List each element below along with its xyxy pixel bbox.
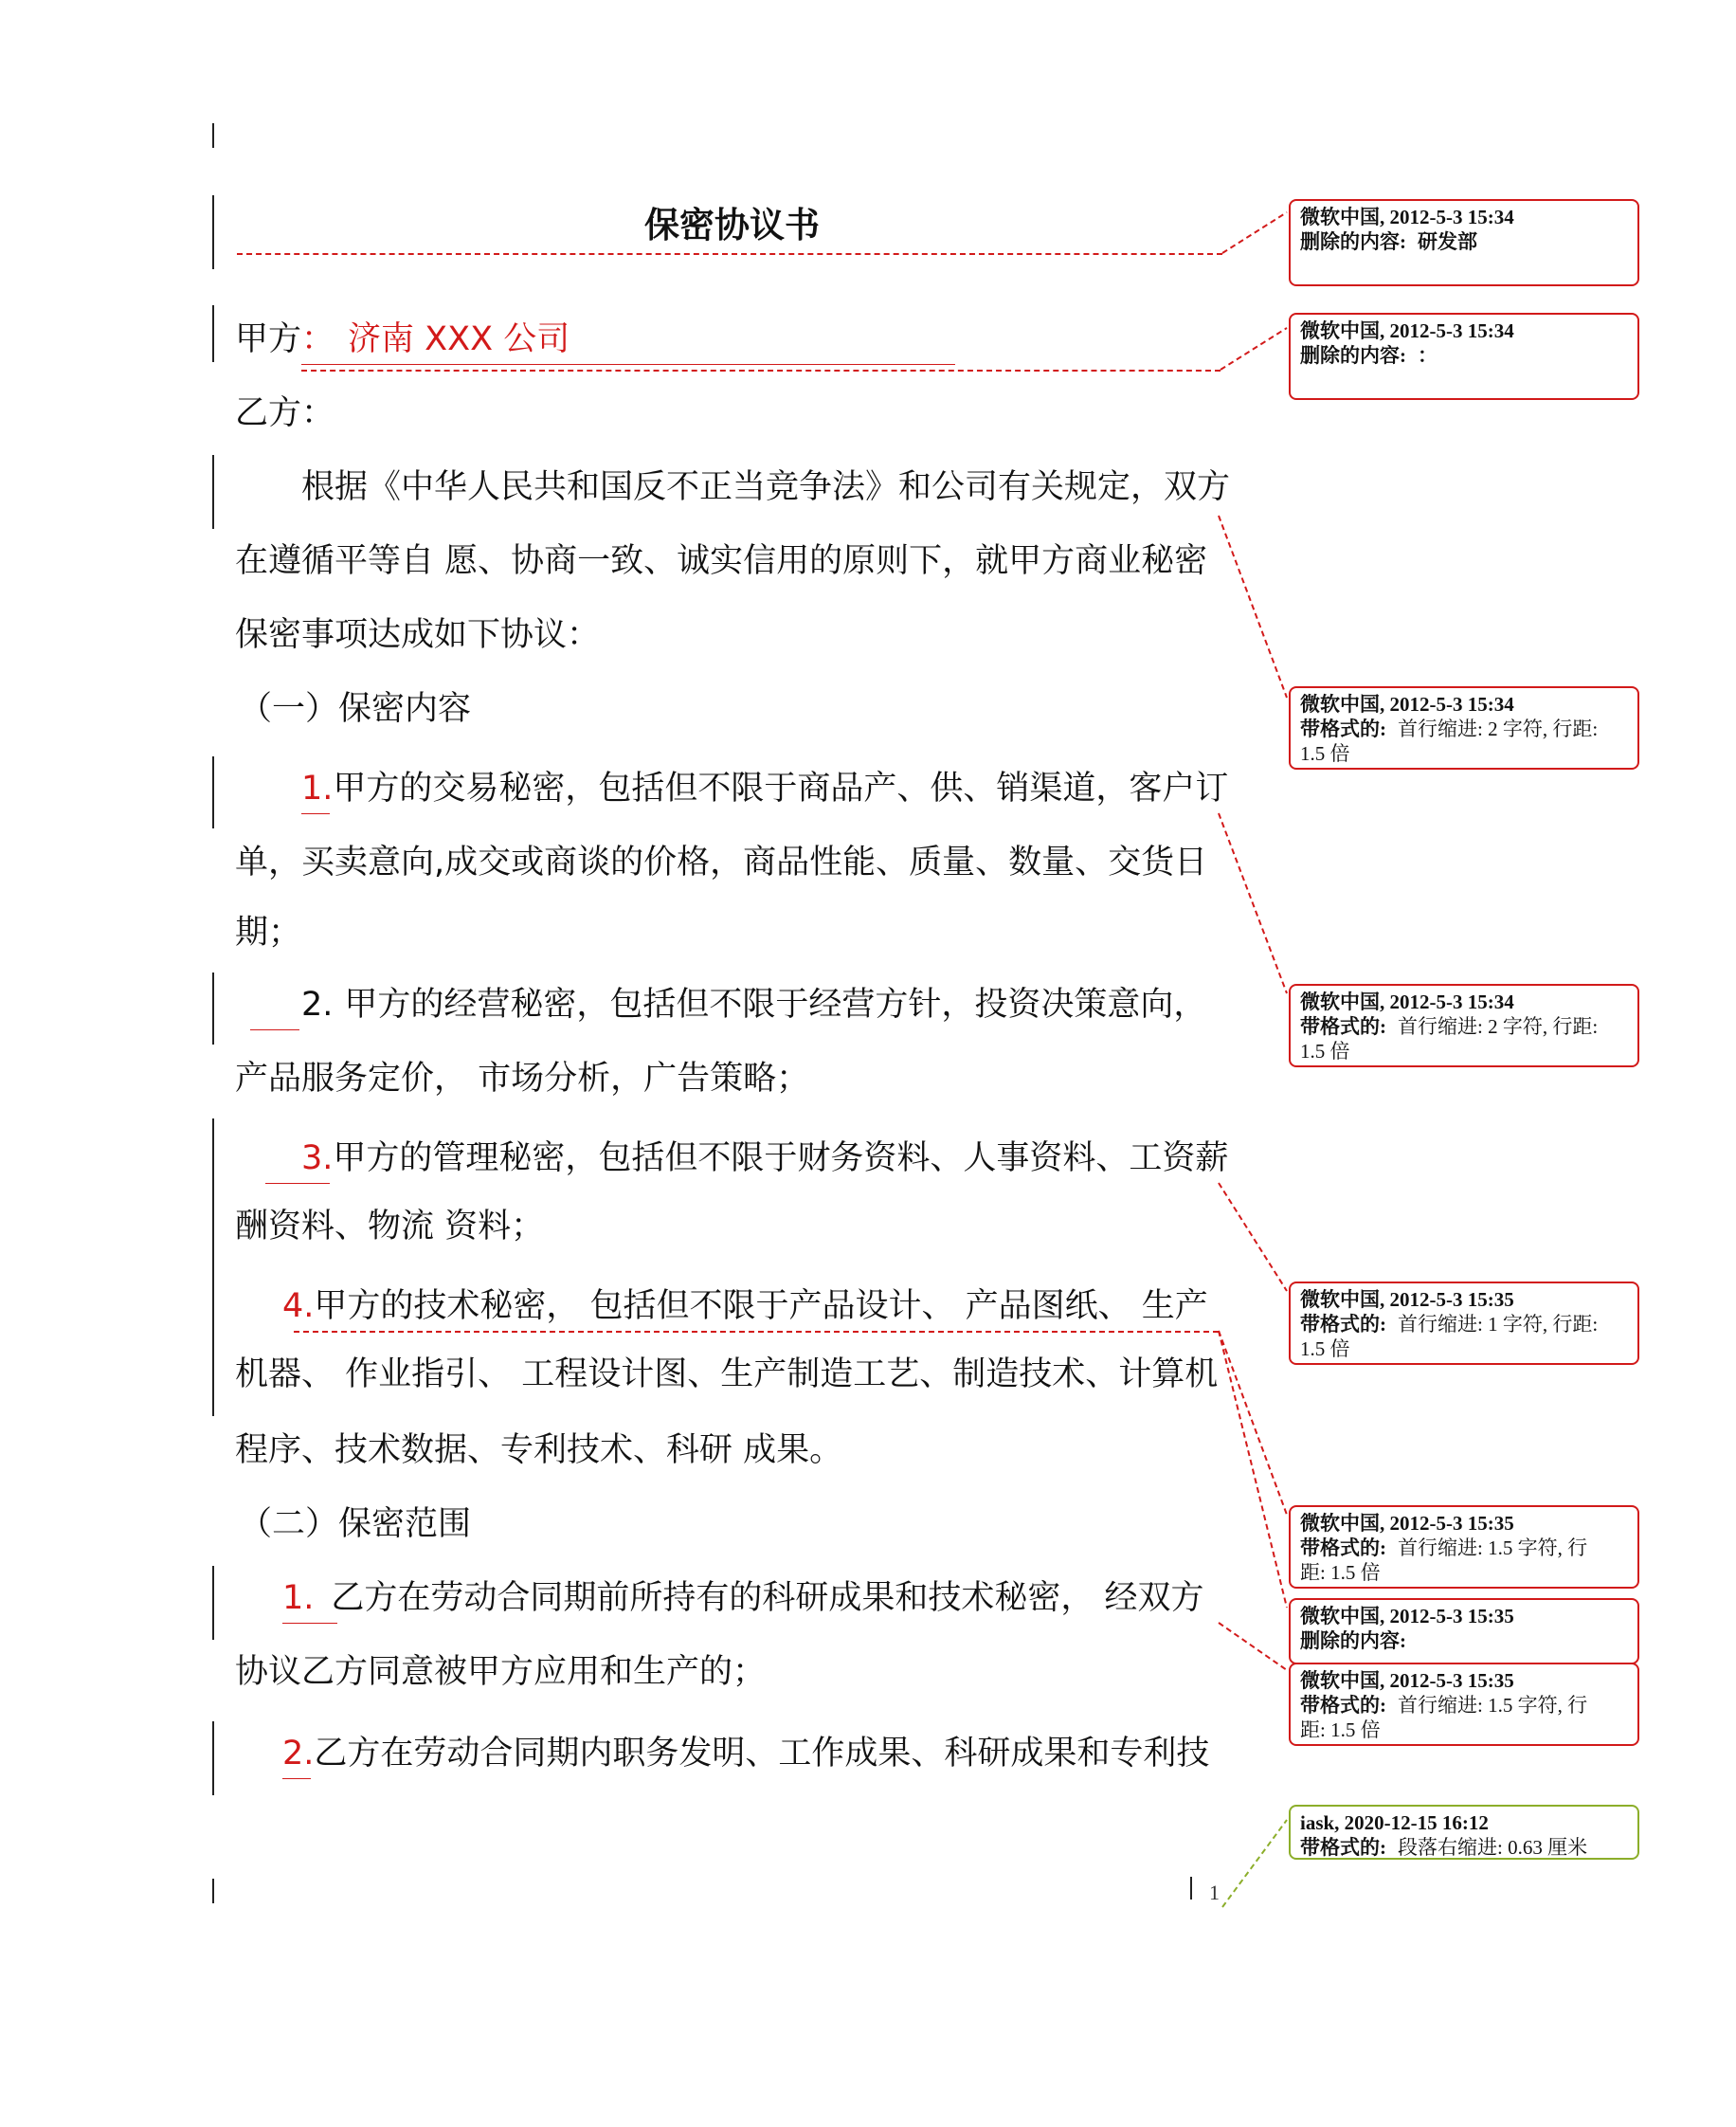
comment-label: 带格式的: (1300, 1313, 1386, 1336)
list-text: 甲方的管理秘密，包括但不限于财务资料、人事资料、工资薪 (333, 1139, 1229, 1177)
comment-balloon[interactable] (1289, 1282, 1639, 1365)
list-number: 4. (282, 1287, 315, 1325)
comment-value-cont: 距: 1.5 倍 (1300, 1561, 1381, 1584)
comment-value: 首行缩进: 1.5 字符, 行 (1398, 1694, 1588, 1717)
list-text: 乙方在劳动合同期前所持有的科研成果和技术秘密， 经双方 (331, 1579, 1204, 1617)
comment-label: 删除的内容: (1300, 1629, 1406, 1652)
list-number: 2. (301, 986, 334, 1024)
leader-line (1219, 1623, 1287, 1670)
comment-label: 带格式的: (1300, 718, 1386, 740)
document-title: 保密协议书 (644, 205, 820, 245)
comment-header: iask, 2020-12-15 16:12 (1300, 1811, 1489, 1834)
list-text: 甲方的经营秘密，包括但不限于经营方针，投资决策意向， (344, 986, 1207, 1024)
leader-line (1219, 1183, 1287, 1291)
section-heading: （二）保密范围 (239, 1505, 472, 1543)
comment-value: 首行缩进: 1.5 字符, 行 (1398, 1536, 1588, 1559)
comment-header: 微软中国, 2012-5-3 15:35 (1300, 1288, 1514, 1311)
comment-header: 微软中国, 2012-5-3 15:35 (1300, 1512, 1514, 1535)
comment-label: 带格式的: (1300, 1015, 1386, 1038)
comment-balloon[interactable] (1289, 199, 1639, 286)
party-a-colon: ： (301, 320, 335, 358)
comment-header: 微软中国, 2012-5-3 15:34 (1300, 319, 1514, 342)
list-text: 程序、技术数据、专利技术、科研 成果。 (235, 1431, 843, 1469)
section-heading: （一）保密内容 (239, 690, 472, 728)
comment-value: 研发部 (1418, 230, 1477, 253)
list-number: 2. (282, 1735, 315, 1772)
list-number: 1. (282, 1579, 315, 1617)
comment-header: 微软中国, 2012-5-3 15:34 (1300, 206, 1514, 228)
leader-line (1219, 516, 1287, 698)
party-b-line: 乙方： (235, 394, 335, 432)
leader-line (1221, 328, 1287, 370)
list-text: 乙方在劳动合同期内职务发明、工作成果、科研成果和专利技 (314, 1735, 1210, 1772)
comment-header: 微软中国, 2012-5-3 15:35 (1300, 1605, 1514, 1627)
list-number: 1. (301, 770, 334, 808)
comment-value-cont: 1.5 倍 (1300, 1337, 1350, 1360)
comment-value: 首行缩进: 1 字符, 行距: (1398, 1313, 1599, 1336)
list-text: 酬资料、物流 资料； (235, 1208, 545, 1245)
leader-line (1219, 813, 1287, 993)
comment-label: 带格式的: (1300, 1536, 1386, 1559)
comment-label: 带格式的: (1300, 1836, 1386, 1859)
intro-line: 在遵循平等自 愿、协商一致、诚实信用的原则下，就甲方商业秘密 (235, 542, 1208, 580)
leader-line (1222, 212, 1287, 253)
comment-balloon[interactable] (1289, 1805, 1639, 1860)
list-text: 机器、 作业指引、 工程设计图、生产制造工艺、制造技术、计算机 (235, 1355, 1219, 1393)
comment-header: 微软中国, 2012-5-3 15:34 (1300, 991, 1514, 1013)
intro-line: 根据《中华人民共和国反不正当竞争法》和公司有关规定，双方 (301, 468, 1231, 506)
leader-line (1219, 1331, 1287, 1515)
list-text: 甲方的交易秘密，包括但不限于商品产、供、销渠道，客户订 (333, 770, 1229, 808)
party-a-name: 济南 XXX 公司 (348, 320, 570, 358)
comment-value-cont: 1.5 倍 (1300, 742, 1350, 765)
intro-line: 保密事项达成如下协议： (235, 616, 601, 654)
comment-value: 段落右缩进: 0.63 厘米 (1398, 1836, 1588, 1859)
leader-line (1219, 1331, 1287, 1608)
comment-balloon[interactable] (1289, 313, 1639, 400)
party-a-label: 甲方 (235, 320, 302, 358)
list-text: 单，买卖意向,成交或商谈的价格，商品性能、质量、数量、交货日 (235, 844, 1208, 882)
comment-label: 删除的内容: (1300, 344, 1406, 367)
comment-value: 首行缩进: 2 字符, 行距: (1398, 718, 1599, 740)
comment-value: 首行缩进: 2 字符, 行距: (1398, 1015, 1599, 1038)
comment-balloon[interactable] (1289, 686, 1639, 770)
comment-header: 微软中国, 2012-5-3 15:35 (1300, 1669, 1514, 1692)
page-number: 1 (1209, 1881, 1220, 1904)
comment-label: 删除的内容: (1300, 230, 1406, 253)
list-text: 协议乙方同意被甲方应用和生产的； (235, 1653, 767, 1691)
leader-line (1222, 1820, 1287, 1907)
list-text: 产品服务定价， 市场分析，广告策略； (235, 1060, 810, 1098)
comment-value-cont: 1.5 倍 (1300, 1040, 1350, 1063)
comment-balloon[interactable] (1289, 984, 1639, 1067)
comment-label: 带格式的: (1300, 1694, 1386, 1717)
list-text: 期； (235, 914, 302, 952)
list-text: 甲方的技术秘密， 包括但不限于产品设计、 产品图纸、 生产 (314, 1287, 1208, 1325)
comment-value: ： (1418, 344, 1438, 367)
list-number: 3. (301, 1139, 334, 1177)
comment-value-cont: 距: 1.5 倍 (1300, 1718, 1381, 1741)
comment-header: 微软中国, 2012-5-3 15:34 (1300, 693, 1514, 716)
comment-balloon[interactable] (1289, 1598, 1639, 1664)
comment-balloon[interactable] (1289, 1505, 1639, 1589)
comment-balloon[interactable] (1289, 1663, 1639, 1746)
